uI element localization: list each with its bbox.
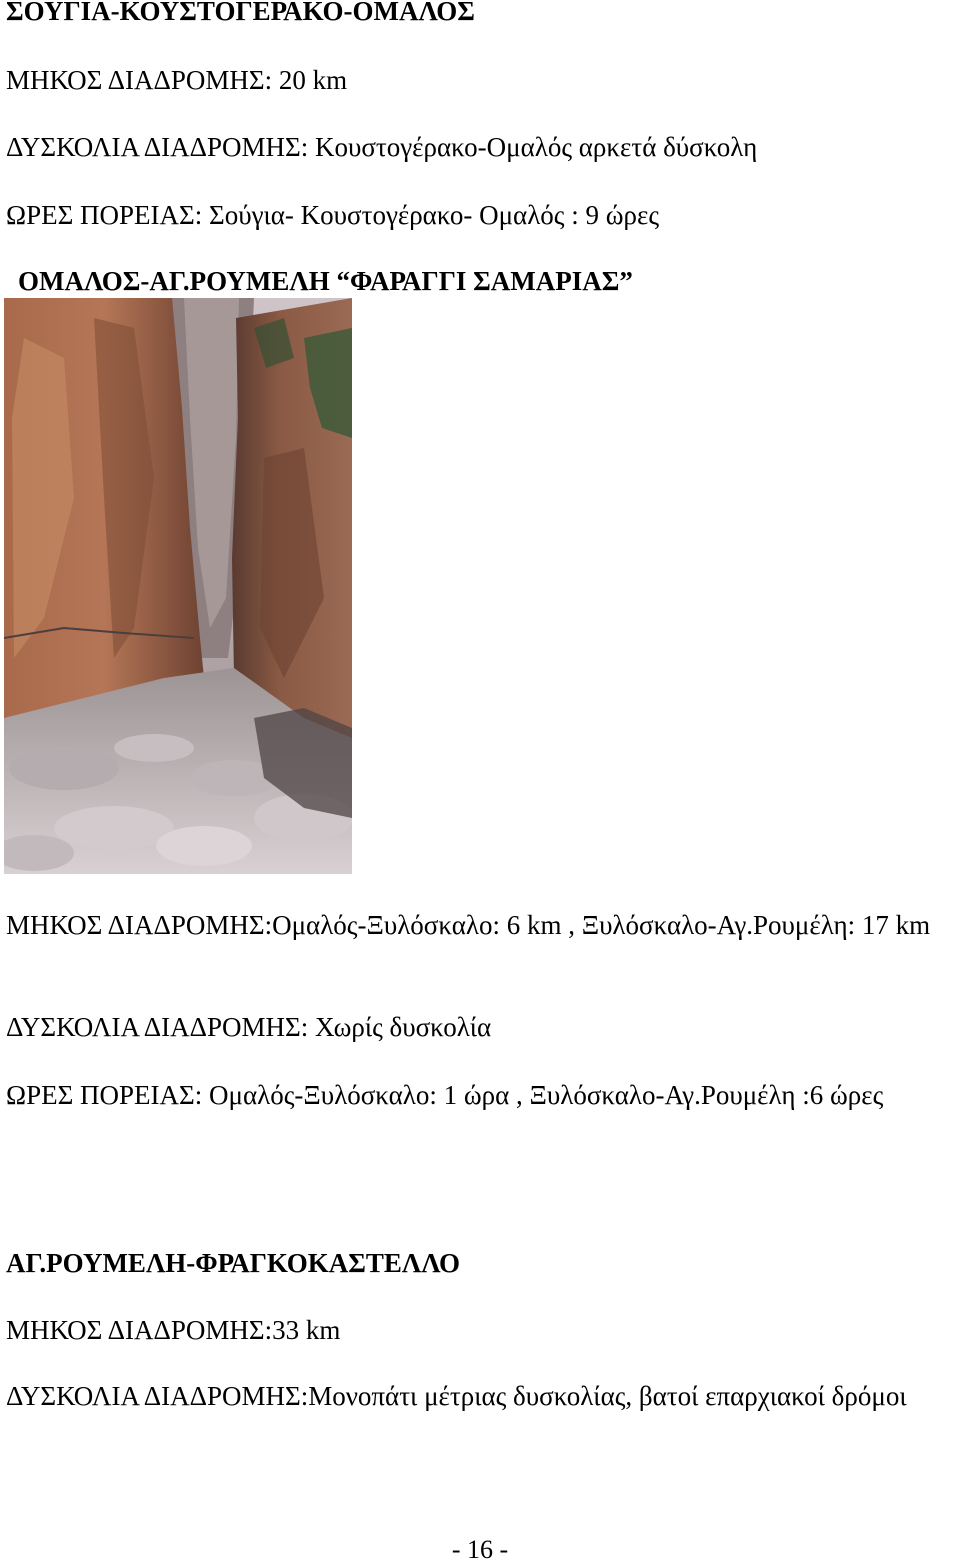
section-title-sougia: ΣΟΥΓΙΑ-ΚΟΥΣΤΟΓΕΡΑΚΟ-ΟΜΑΛΟΣ (6, 0, 475, 26)
route-difficulty-samaria: ΔΥΣΚΟΛΙΑ ΔΙΑΔΡΟΜΗΣ: Χωρίς δυσκολία (6, 1012, 492, 1042)
route-length-samaria: ΜΗΚΟΣ ΔΙΑΔΡΟΜΗΣ:Ομαλός-Ξυλόσκαλο: 6 km , Ξυλόσκαλο-Αγ.Ρουμέλη: 17 km (6, 910, 931, 940)
route-difficulty-sougia: ΔΥΣΚΟΛΙΑ ΔΙΑΔΡΟΜΗΣ: Κουστογέρακο-Ομαλός αρκετά δύσκολη (6, 132, 758, 162)
route-difficulty-frangokastello: ΔΥΣΚΟΛΙΑ ΔΙΑΔΡΟΜΗΣ:Μονοπάτι μέτριας δυσκολίας, βατοί επαρχιακοί δρόμοι (6, 1381, 907, 1411)
page-number: - 16 - (451, 1535, 509, 1564)
section-title-samaria: ΟΜΑΛΟΣ-ΑΓ.ΡΟΥΜΕΛΗ “ΦΑΡΑΓΓΙ ΣΑΜΑΡΙΑΣ” (18, 266, 633, 296)
route-length-frangokastello: ΜΗΚΟΣ ΔΙΑΔΡΟΜΗΣ:33 km (6, 1315, 341, 1345)
route-hours-samaria: ΩΡΕΣ ΠΟΡΕΙΑΣ: Ομαλός-Ξυλόσκαλο: 1 ώρα , Ξυλόσκαλο-Αγ.Ρουμέλη :6 ώρες (6, 1080, 884, 1110)
section-title-frangokastello: ΑΓ.ΡΟΥΜΕΛΗ-ΦΡΑΓΚΟΚΑΣΤΕΛΛΟ (6, 1248, 461, 1278)
route-hours-sougia: ΩΡΕΣ ΠΟΡΕΙΑΣ: Σούγια- Κουστογέρακο- Ομαλός : 9 ώρες (6, 200, 660, 230)
route-length-sougia: ΜΗΚΟΣ ΔΙΑΔΡΟΜΗΣ: 20 km (6, 65, 348, 95)
samaria-gorge-photo (4, 298, 352, 874)
